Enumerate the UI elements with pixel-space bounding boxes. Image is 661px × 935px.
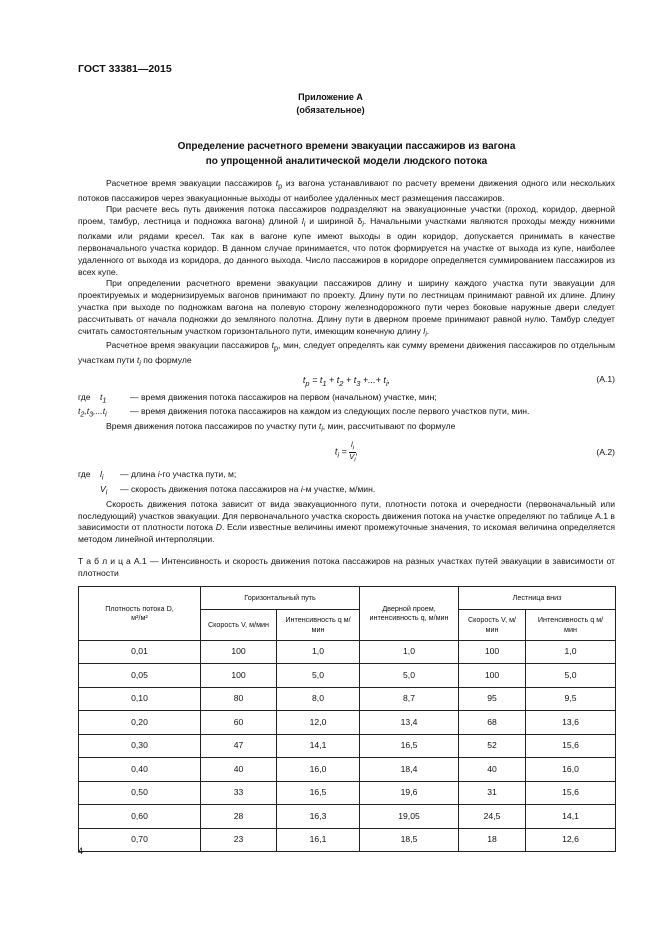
table-row: [79, 781, 616, 805]
table-row: [79, 805, 616, 829]
table-cell: 0,40: [79, 758, 201, 782]
table-cell: 16,0: [526, 758, 616, 782]
table-cell: 0,30: [79, 734, 201, 758]
formula-a2-expression: $t_i$ = $\frac{l_i}{V_i}$ ,: [334, 440, 359, 464]
header-speed-stairs: Скорость V, м/мин: [459, 609, 526, 640]
header-door: Дверной проем, интенсивность q, м/мин: [360, 586, 459, 640]
header-stairs: Лестница вниз: [459, 586, 616, 609]
paragraph-6: Скорость движения потока зависит от вида эвакуационного пути, плотности потока и очередности (первоначальный или последующий) участков эвакуации. Для первоначального участка скорость движения потока на участке определяют по таблице А.1 в зависимости от плотности потока D. Если известные величины имеют промежуточные значения, то искомая величина определяется методом линейной интерполяции.: [78, 498, 616, 545]
table-cell: 100: [201, 640, 277, 664]
formula-a1-number: (А.1): [596, 373, 615, 384]
data-table: [78, 586, 616, 853]
body-text: [78, 178, 615, 852]
table-cell: 47: [201, 734, 277, 758]
where-item-vi: $V_i$ — скорость движения потока пассажиров на i-м участке, м/мин.: [100, 484, 376, 497]
table-cell: 12,6: [526, 828, 616, 852]
table-cell: 0,70: [79, 828, 201, 852]
where-item-li: где $l_i$ — длина i-го участка пути, м;: [78, 469, 237, 483]
formula-a2: [78, 435, 615, 469]
paragraph-3: При определении расчетного времени эвакуации пассажиров длину и ширину каждого участка пути эвакуации для проектируемых и модернизируемых вагонов принимают по проекту. Длину пути по лестницам принимают равной их длине. Длину участка при выходе по подножкам вагона на полевую сторону железнодорожного пути через боковые наружные двери следует рассчитывать от начала подножки до земляного полотна. Длину пути в дверном проеме принимают равной нулю. Тамбур следует считать самостоятельным участком горизонтального пути, имеющим конечную длину $l_i$.: [78, 278, 615, 339]
table-cell: 16,0: [277, 758, 360, 782]
table-cell: 14,1: [277, 734, 360, 758]
paragraph-4: Расчетное время эвакуации пассажиров $t_р$, мин, следует определять как сумму времени движения пассажиров по отдельным участкам пути $t_i$ по формуле: [78, 340, 615, 368]
header-horizontal: Горизонтальный путь: [201, 586, 360, 609]
formula-a1-expression: $t_р = t_1 + t_2 + t_3$ +...+ $t_i$,: [302, 374, 391, 388]
table-cell: 9,5: [526, 687, 616, 711]
table-cell: 16,1: [277, 828, 360, 852]
section-title-line2: по упрощенной аналитической модели людского потока: [205, 155, 488, 167]
table-cell: 5,0: [277, 664, 360, 688]
table-cell: 8,7: [360, 687, 459, 711]
table-cell: 28: [201, 805, 277, 829]
table-cell: 1,0: [277, 640, 360, 664]
appendix-status: (обязательное): [296, 105, 365, 115]
paragraph-5: Время движения потока пассажиров по участку пути $t_i$, мин, рассчитывают по формуле: [106, 420, 456, 434]
table-row: [79, 758, 616, 782]
table-cell: 23: [201, 828, 277, 852]
standard-number: ГОСТ 33381—2015: [78, 63, 172, 75]
table-cell: 18,4: [360, 758, 459, 782]
table-cell: 16,5: [360, 734, 459, 758]
table-cell: 1,0: [526, 640, 616, 664]
table-cell: 52: [459, 734, 526, 758]
table-cell: 19,6: [360, 781, 459, 805]
table-cell: 18,5: [360, 828, 459, 852]
table-cell: 100: [201, 664, 277, 688]
table-cell: 24,5: [459, 805, 526, 829]
table-cell: 100: [459, 640, 526, 664]
where-item-t1: где $t_1$ — время движения потока пассажиров на первом (начальном) участке, мин;: [78, 391, 437, 405]
table-cell: 40: [459, 758, 526, 782]
table-body: [79, 640, 616, 852]
table-cell: 0,10: [79, 687, 201, 711]
table-cell: 12,0: [277, 711, 360, 735]
table-cell: 18: [459, 828, 526, 852]
table-row: [79, 828, 616, 852]
table-cell: 5,0: [526, 664, 616, 688]
table-cell: 0,05: [79, 664, 201, 688]
paragraph-1: Расчетное время эвакуации пассажиров $t_р$ из вагона устанавливают по расчету времени движения одного или нескольких потоков пассажиров через эвакуационные выходы от наиболее удаленных мест размещения пассажиров.: [78, 178, 615, 203]
table-cell: 80: [201, 687, 277, 711]
table-cell: 16,5: [277, 781, 360, 805]
table-row: [79, 711, 616, 735]
table-row: [79, 734, 616, 758]
table-row: [79, 687, 616, 711]
table-cell: 19,05: [360, 805, 459, 829]
table-cell: 40: [201, 758, 277, 782]
table-cell: 100: [459, 664, 526, 688]
formula-a2-number: (А.2): [596, 447, 615, 458]
table-cell: 68: [459, 711, 526, 735]
table-cell: 5,0: [360, 664, 459, 688]
where-item-t2: $t_2,t_3,...t_i$ — время движения потока пассажиров на каждом из следующих после первого участков пути, мин.: [78, 406, 530, 419]
table-cell: 13,4: [360, 711, 459, 735]
header-intensity-horizontal: Интенсивность q м/мин: [277, 609, 360, 640]
section-title: [0, 140, 661, 169]
table-cell: 15,6: [526, 781, 616, 805]
section-title-line1: Определение расчетного времени эвакуации пассажиров из вагона: [177, 141, 516, 152]
table-cell: 16,3: [277, 805, 360, 829]
fraction: $\frac{l_i}{V_i}$: [349, 440, 356, 464]
paragraph-2: При расчете весь путь движения потока пассажиров подразделяют на эвакуационные участки (проход, коридор, дверной проем, тамбур, лестница и подножка вагона) длиной $l_i$ и шириной $\delta_i$. Начальными участками являются проходы между нижними полками или рядами кресел. Так как в вагоне купе имеют выходы в один коридор, допускается принимать в качестве первоначального участка коридор. В данном случае принимается, что поток формируется на участке от выхода из купе, наиболее удаленного от выхода из коридора, до данного выхода. Число пассажиров в коридоре определяется суммированием пассажиров из всех купе.: [78, 204, 615, 277]
table-cell: 0,50: [79, 781, 201, 805]
table-cell: 14,1: [526, 805, 616, 829]
header-density: Плотность потока D, м²/м²: [79, 586, 201, 640]
appendix-title: Приложение А: [298, 92, 363, 102]
formula-a1: [78, 370, 615, 392]
header-speed-horizontal: Скорость V, м/мин: [201, 609, 277, 640]
table-cell: 60: [201, 711, 277, 735]
table-caption: Т а б л и ц а А.1 — Интенсивность и скорость движения потока пассажиров на разных участках путей эвакуации в зависимости от плотности: [78, 556, 615, 578]
header-intensity-stairs: Интенсивность q м/мин: [526, 609, 616, 640]
table-cell: 31: [459, 781, 526, 805]
table-cell: 13,6: [526, 711, 616, 735]
table-cell: 95: [459, 687, 526, 711]
table-cell: 8,0: [277, 687, 360, 711]
table-cell: 0,20: [79, 711, 201, 735]
page-number: 4: [78, 846, 84, 856]
table-row: [79, 640, 616, 664]
table-cell: 0,01: [79, 640, 201, 664]
table-cell: 15,6: [526, 734, 616, 758]
table-row: [79, 664, 616, 688]
table-cell: 33: [201, 781, 277, 805]
table-cell: 1,0: [360, 640, 459, 664]
table-cell: 0,60: [79, 805, 201, 829]
